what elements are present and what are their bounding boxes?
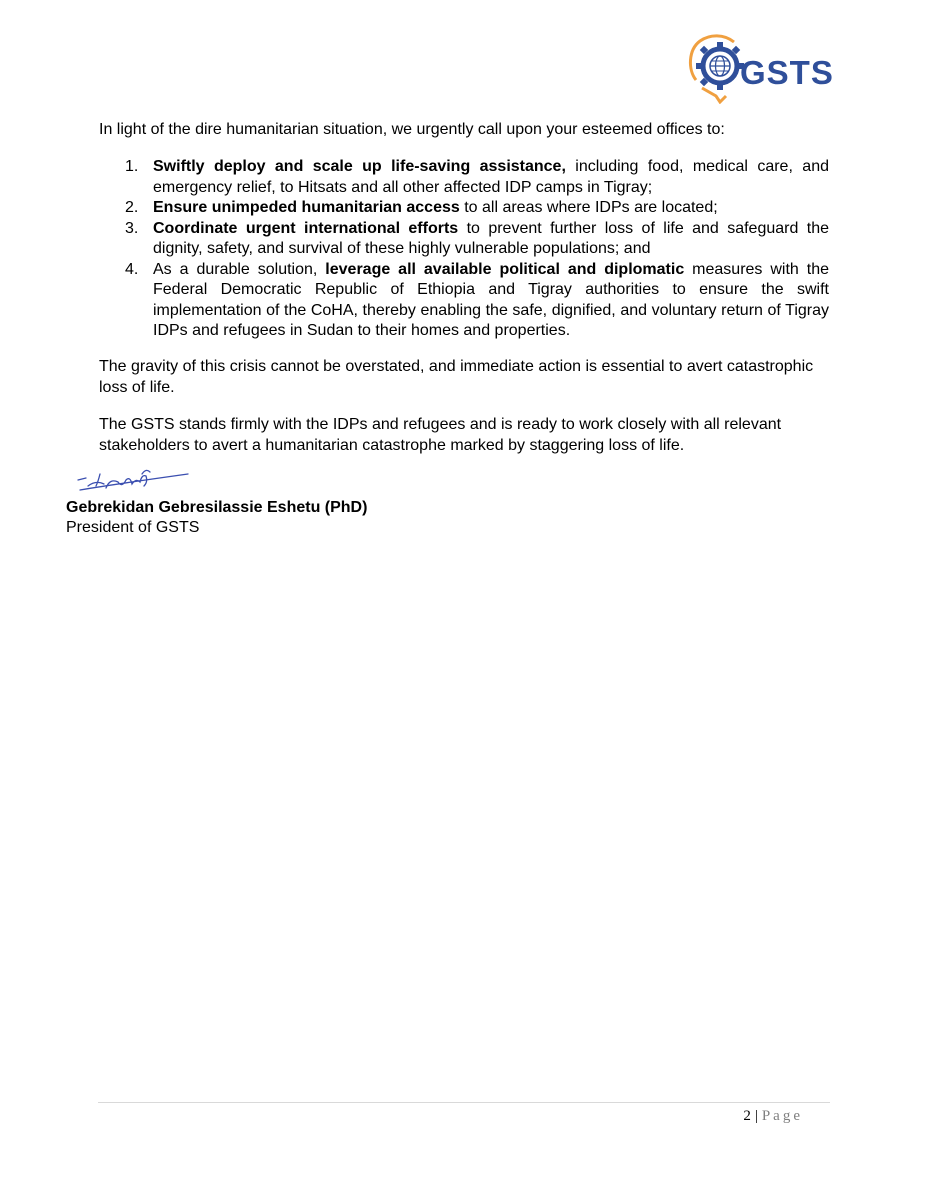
list-item-text: to all areas where IDPs are located; [459, 199, 718, 216]
list-item-text: to prevent further loss of life and safeguard the dignity, safety, and survival of these highly vulnerable populations; and [153, 219, 830, 257]
list-item-bold: Coordinate urgent international efforts [153, 219, 459, 237]
page-number: 2 [743, 1108, 751, 1124]
signatory-name: Gebrekidan Gebresilassie Eshetu (PhD) [66, 499, 368, 516]
action-list [99, 157, 829, 342]
page-footer [743, 1106, 803, 1126]
list-number: 4. [125, 260, 139, 278]
gsts-logo [686, 30, 836, 104]
logo-text: GSTS [740, 54, 834, 91]
signature-image [76, 466, 194, 496]
list-number: 1. [125, 158, 139, 175]
list-item [99, 157, 829, 198]
footer-divider [98, 1102, 830, 1103]
gravity-paragraph: The gravity of this crisis cannot be overstated, and immediate action is essential to avert catastrophic loss of life. [99, 358, 814, 396]
list-item-text: including food, medical care, and emergency relief, to Hitsats and all other affected IDP camps in Tigray; [153, 158, 829, 196]
list-item-bold: Ensure unimpeded humanitarian access [153, 199, 460, 216]
stakeholders-paragraph: The GSTS stands firmly with the IDPs and refugees and is ready to work closely with all relevant stakeholders to avert a humanitarian catastrophe marked by staggering loss of life. [99, 416, 782, 454]
footer-separator: | [754, 1108, 758, 1124]
list-item [99, 260, 829, 342]
list-item [99, 219, 829, 260]
signatory-title: President of GSTS [66, 519, 200, 536]
list-item-prefix: As a durable solution, [153, 260, 326, 278]
list-item-bold: leverage all available political and diplomatic [325, 260, 685, 278]
intro-paragraph: In light of the dire humanitarian situation, we urgently call upon your esteemed offices to: [99, 121, 725, 138]
list-item-bold: Swiftly deploy and scale up life-saving assistance, [153, 158, 566, 175]
list-item-text: measures with the Federal Democratic Republic of Ethiopia and Tigray authorities to ensure the swift implementation of the CoHA, thereby enabling the safe, dignified, and voluntary return of Tigray IDPs and refugees in Sudan to their homes and properties. [153, 260, 829, 339]
page-label: Page [761, 1108, 803, 1124]
list-number: 2. [125, 199, 139, 216]
list-number: 3. [125, 219, 139, 237]
list-item [99, 198, 829, 219]
